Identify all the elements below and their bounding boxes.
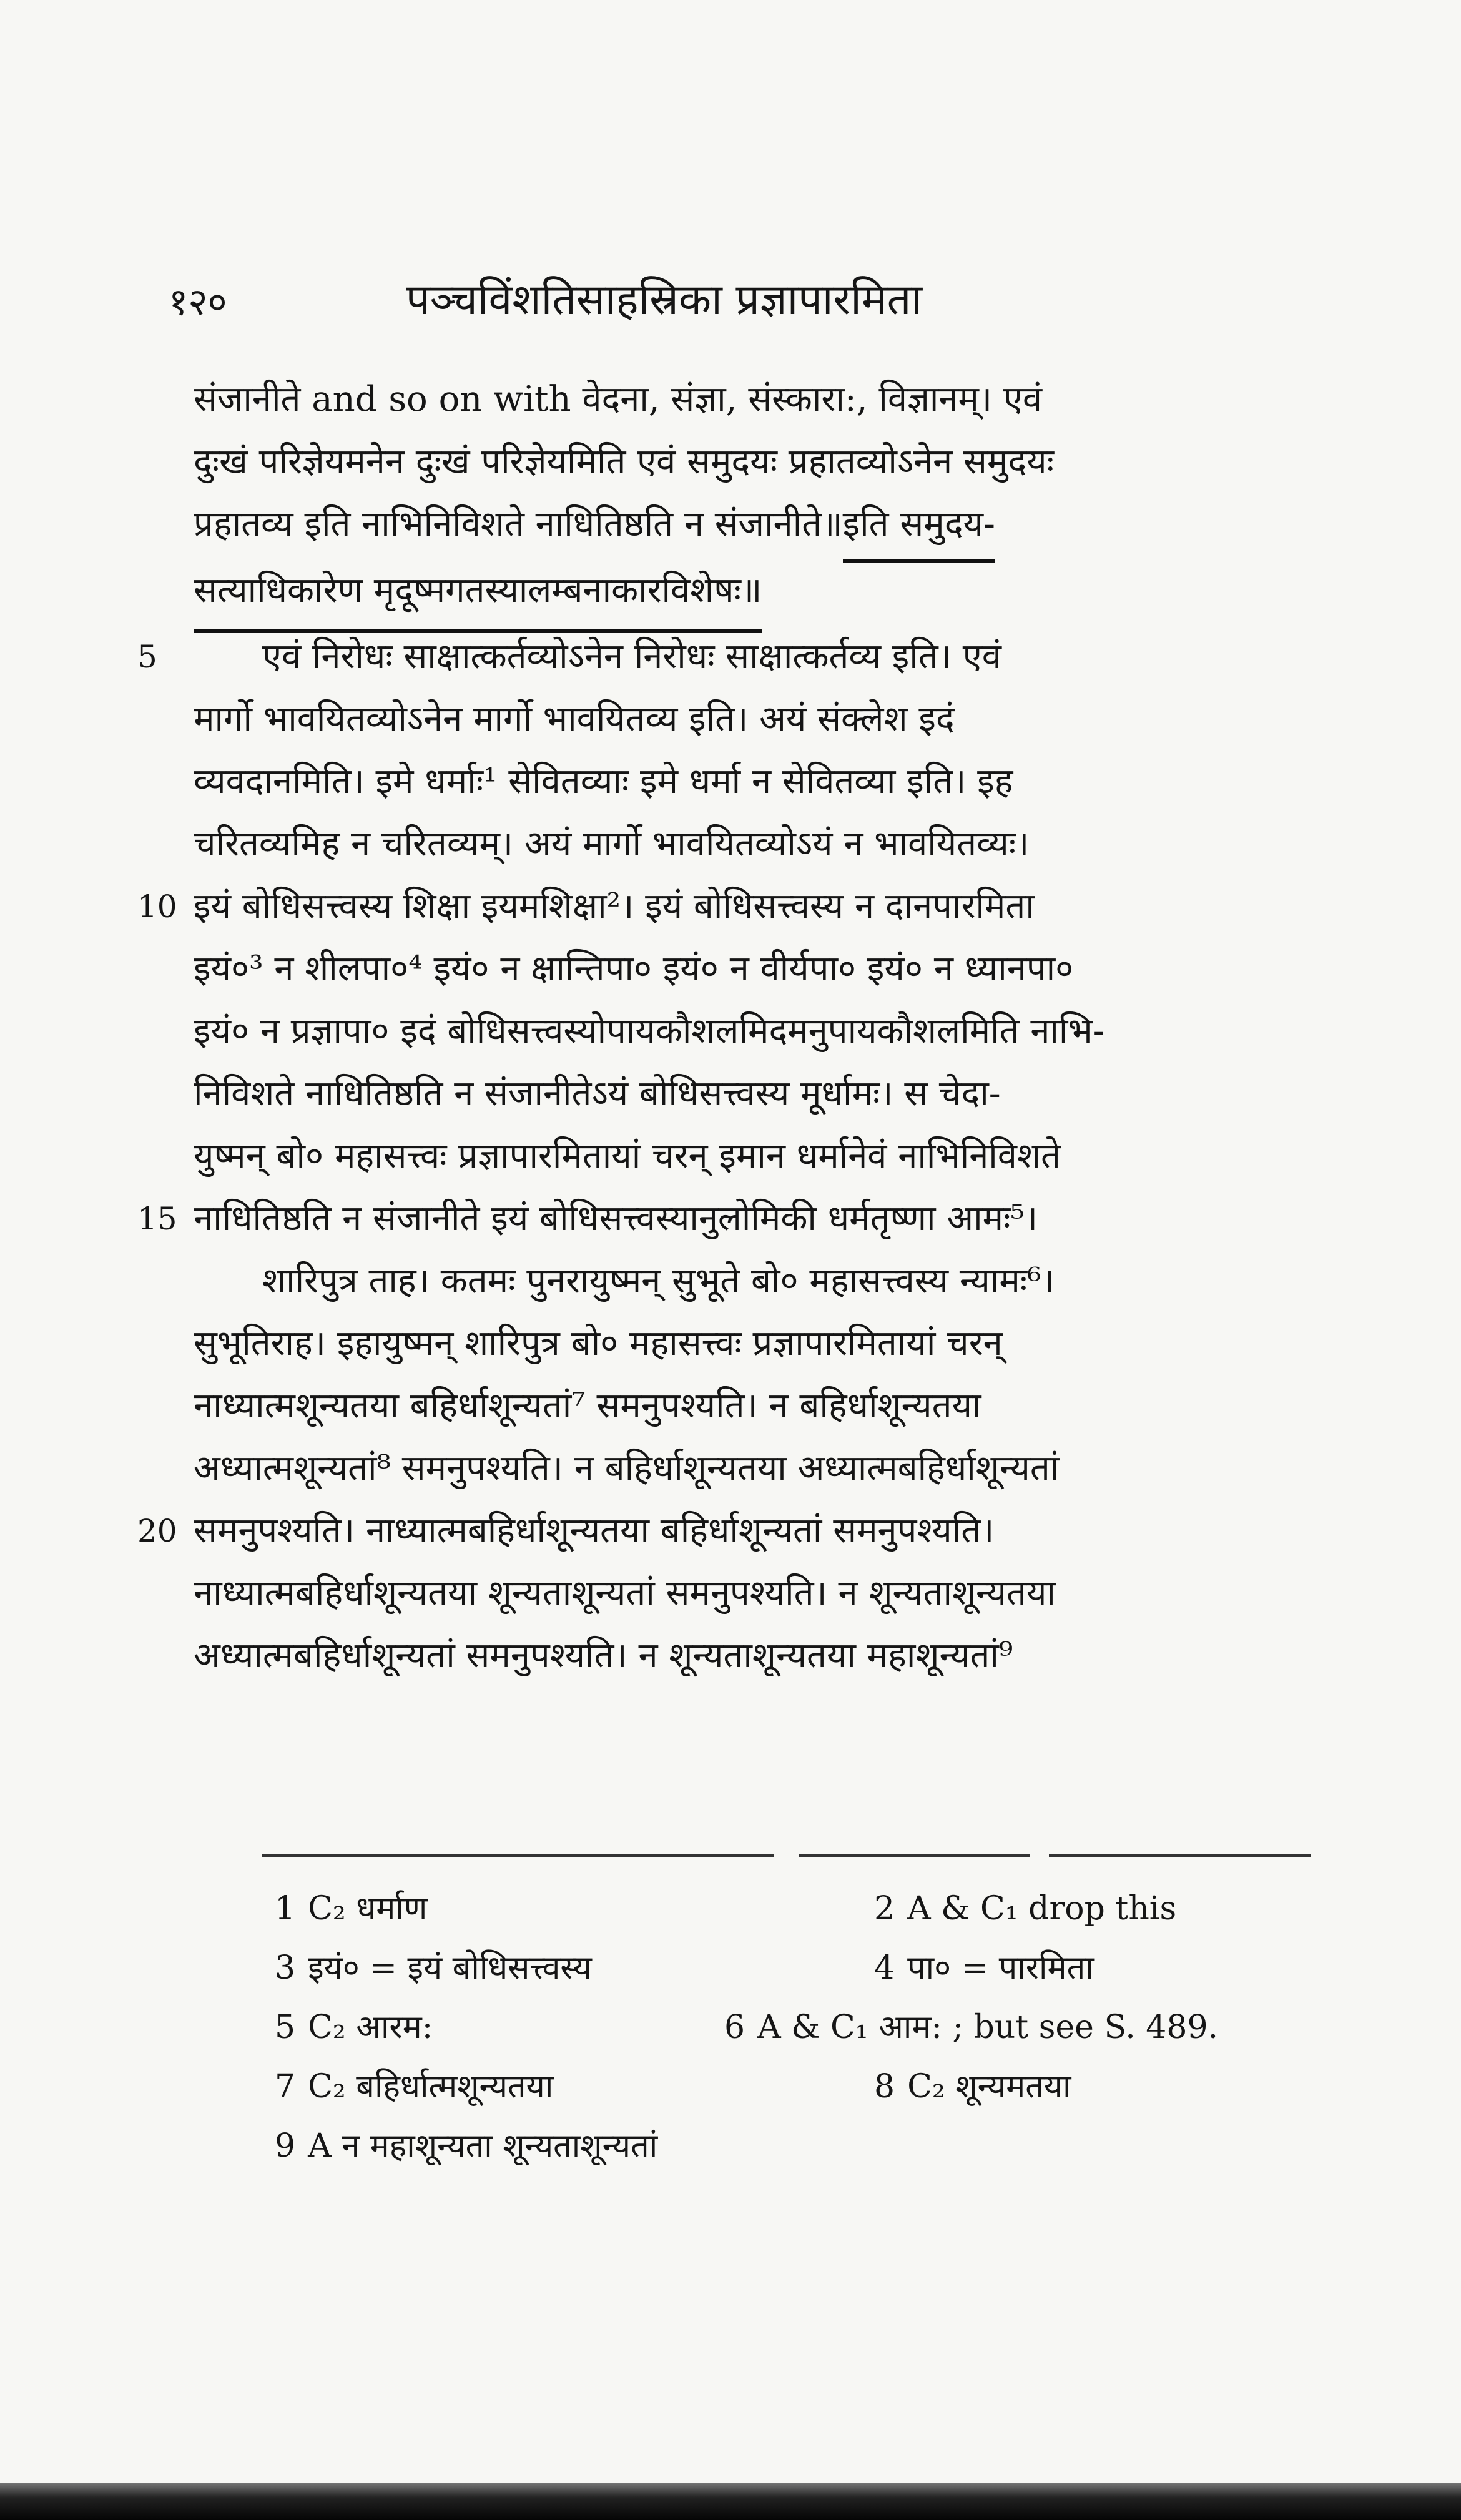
text-line: प्रहातव्य इति नाभिनिविशते नाधितिष्ठति न संजानीते॥इति समुदय- xyxy=(194,493,1324,556)
line-number: 15 xyxy=(137,1201,177,1237)
footnote: 5 C₂ आरम: xyxy=(275,2009,433,2046)
section-heading-start: इति समुदय- xyxy=(843,493,995,563)
text-line: सुभूतिराह। इहायुष्मन् शारिपुत्र बो० महासत्त्वः प्रज्ञापारमितायां चरन् xyxy=(194,1323,1003,1364)
scan-bottom-edge xyxy=(0,2483,1461,2520)
text-line: इयं० न प्रज्ञापा० इदं बोधिसत्त्वस्योपायकौशलमिदमनुपायकौशलमिति नाभि- xyxy=(194,1011,1104,1051)
text-line: अध्यात्मशून्यतां⁸ समनुपश्यति। न बहिर्धाशून्यतया अध्यात्मबहिर्धाशून्यतां xyxy=(194,1448,1060,1489)
text-line: युष्मन् बो० महासत्त्वः प्रज्ञापारमितायां चरन् इमान धर्मानेवं नाभिनिविशते xyxy=(194,1136,1061,1176)
text-line: मार्गो भावयितव्योऽनेन मार्गो भावयितव्य इति। अयं संक्लेश इदं xyxy=(194,699,955,739)
footnote: 7 C₂ बहिर्धात्मशून्यतया xyxy=(275,2068,554,2105)
footnote-row xyxy=(275,1939,1336,1998)
footnote-row xyxy=(275,2057,1336,2117)
text-line: नाध्यात्मबहिर्धाशून्यतया शून्यताशून्यतां समनुपश्यति। न शून्यताशून्यतया xyxy=(194,1573,1056,1613)
text-line: 20 समनुपश्यति। नाध्यात्मबहिर्धाशून्यतया बहिर्धाशून्यतां समनुपश्यति। xyxy=(194,1500,1324,1562)
text-line: अध्यात्मबहिर्धाशून्यतां समनुपश्यति। न शून्यताशून्यतया महाशून्यतां⁹ xyxy=(194,1635,1013,1676)
text-line-section-heading: सत्याधिकारेण मृदूष्मगतस्यालम्बनाकारविशेषः॥ xyxy=(194,556,1324,626)
footnote: 2 A & C₁ drop this xyxy=(874,1890,1177,1927)
line-number: 20 xyxy=(137,1513,177,1549)
text-line: दुःखं परिज्ञेयमनेन दुःखं परिज्ञेयमिति एवं समुदयः प्रहातव्योऽनेन समुदयः xyxy=(194,441,1054,482)
main-text xyxy=(137,368,1324,1687)
text-line: 10 इयं बोधिसत्त्वस्य शिक्षा इयमशिक्षा²। इयं बोधिसत्त्वस्य न दानपारमिता xyxy=(194,875,1324,938)
footnote-separator xyxy=(262,1854,1311,1857)
text-line: चरितव्यमिह न चरितव्यम्। अयं मार्गो भावयितव्योऽयं न भावयितव्यः। xyxy=(194,824,1030,864)
line-number: 10 xyxy=(137,888,177,925)
text-line: 15 नाधितिष्ठति न संजानीते इयं बोधिसत्त्वस्यानुलोमिकी धर्मतृष्णा आमः⁵। xyxy=(194,1188,1324,1250)
text-line: संजानीते and so on with वेदना, संज्ञा, संस्कारा:, विज्ञानम्। एवं xyxy=(194,379,1043,420)
running-title: पञ्चविंशतिसाहस्रिका प्रज्ञापारमिता xyxy=(406,275,922,325)
page-header xyxy=(169,268,1330,343)
footnote: 9 A न महाशून्यता शून्यताशून्यतां xyxy=(275,2127,658,2165)
text-line: 5 एवं निरोधः साक्षात्कर्तव्योऽनेन निरोधः साक्षात्कर्तव्य इति। एवं xyxy=(194,626,1324,688)
footnote-row xyxy=(275,2117,1336,2176)
page-number: १२० xyxy=(169,280,227,324)
text-line: इयं०³ न शीलपा०⁴ इयं० न क्षान्तिपा० इयं० न वीर्यपा० इयं० न ध्यानपा० xyxy=(194,948,1074,989)
text-line: व्यवदानमिति। इमे धर्माः¹ सेवितव्याः इमे धर्मा न सेवितव्या इति। इह xyxy=(194,761,1013,802)
footnote-row xyxy=(275,1879,1336,1939)
footnote: 1 C₂ धर्माण xyxy=(275,1890,428,1927)
footnote-row xyxy=(275,1998,1336,2057)
text-line: निविशते नाधितिष्ठति न संजानीतेऽयं बोधिसत्त्वस्य मूर्धामः। स चेदा- xyxy=(194,1073,1001,1114)
text-line: नाध्यात्मशून्यतया बहिर्धाशून्यतां⁷ समनुपश्यति। न बहिर्धाशून्यतया xyxy=(194,1386,981,1426)
footnote: 4 पा० = पारमिता xyxy=(874,1949,1094,1987)
footnote: 8 C₂ शून्यमतया xyxy=(874,2068,1071,2105)
line-number: 5 xyxy=(137,639,157,675)
footnotes xyxy=(275,1879,1336,2176)
footnote: 3 इयं० = इयं बोधिसत्त्वस्य xyxy=(275,1949,592,1987)
footnote: 6 A & C₁ आम: ; but see S. 489. xyxy=(724,2009,1219,2046)
text-line: शारिपुत्र ताह। कतमः पुनरायुष्मन् सुभूते बो० महासत्त्वस्य न्यामः⁶। xyxy=(262,1261,1055,1301)
